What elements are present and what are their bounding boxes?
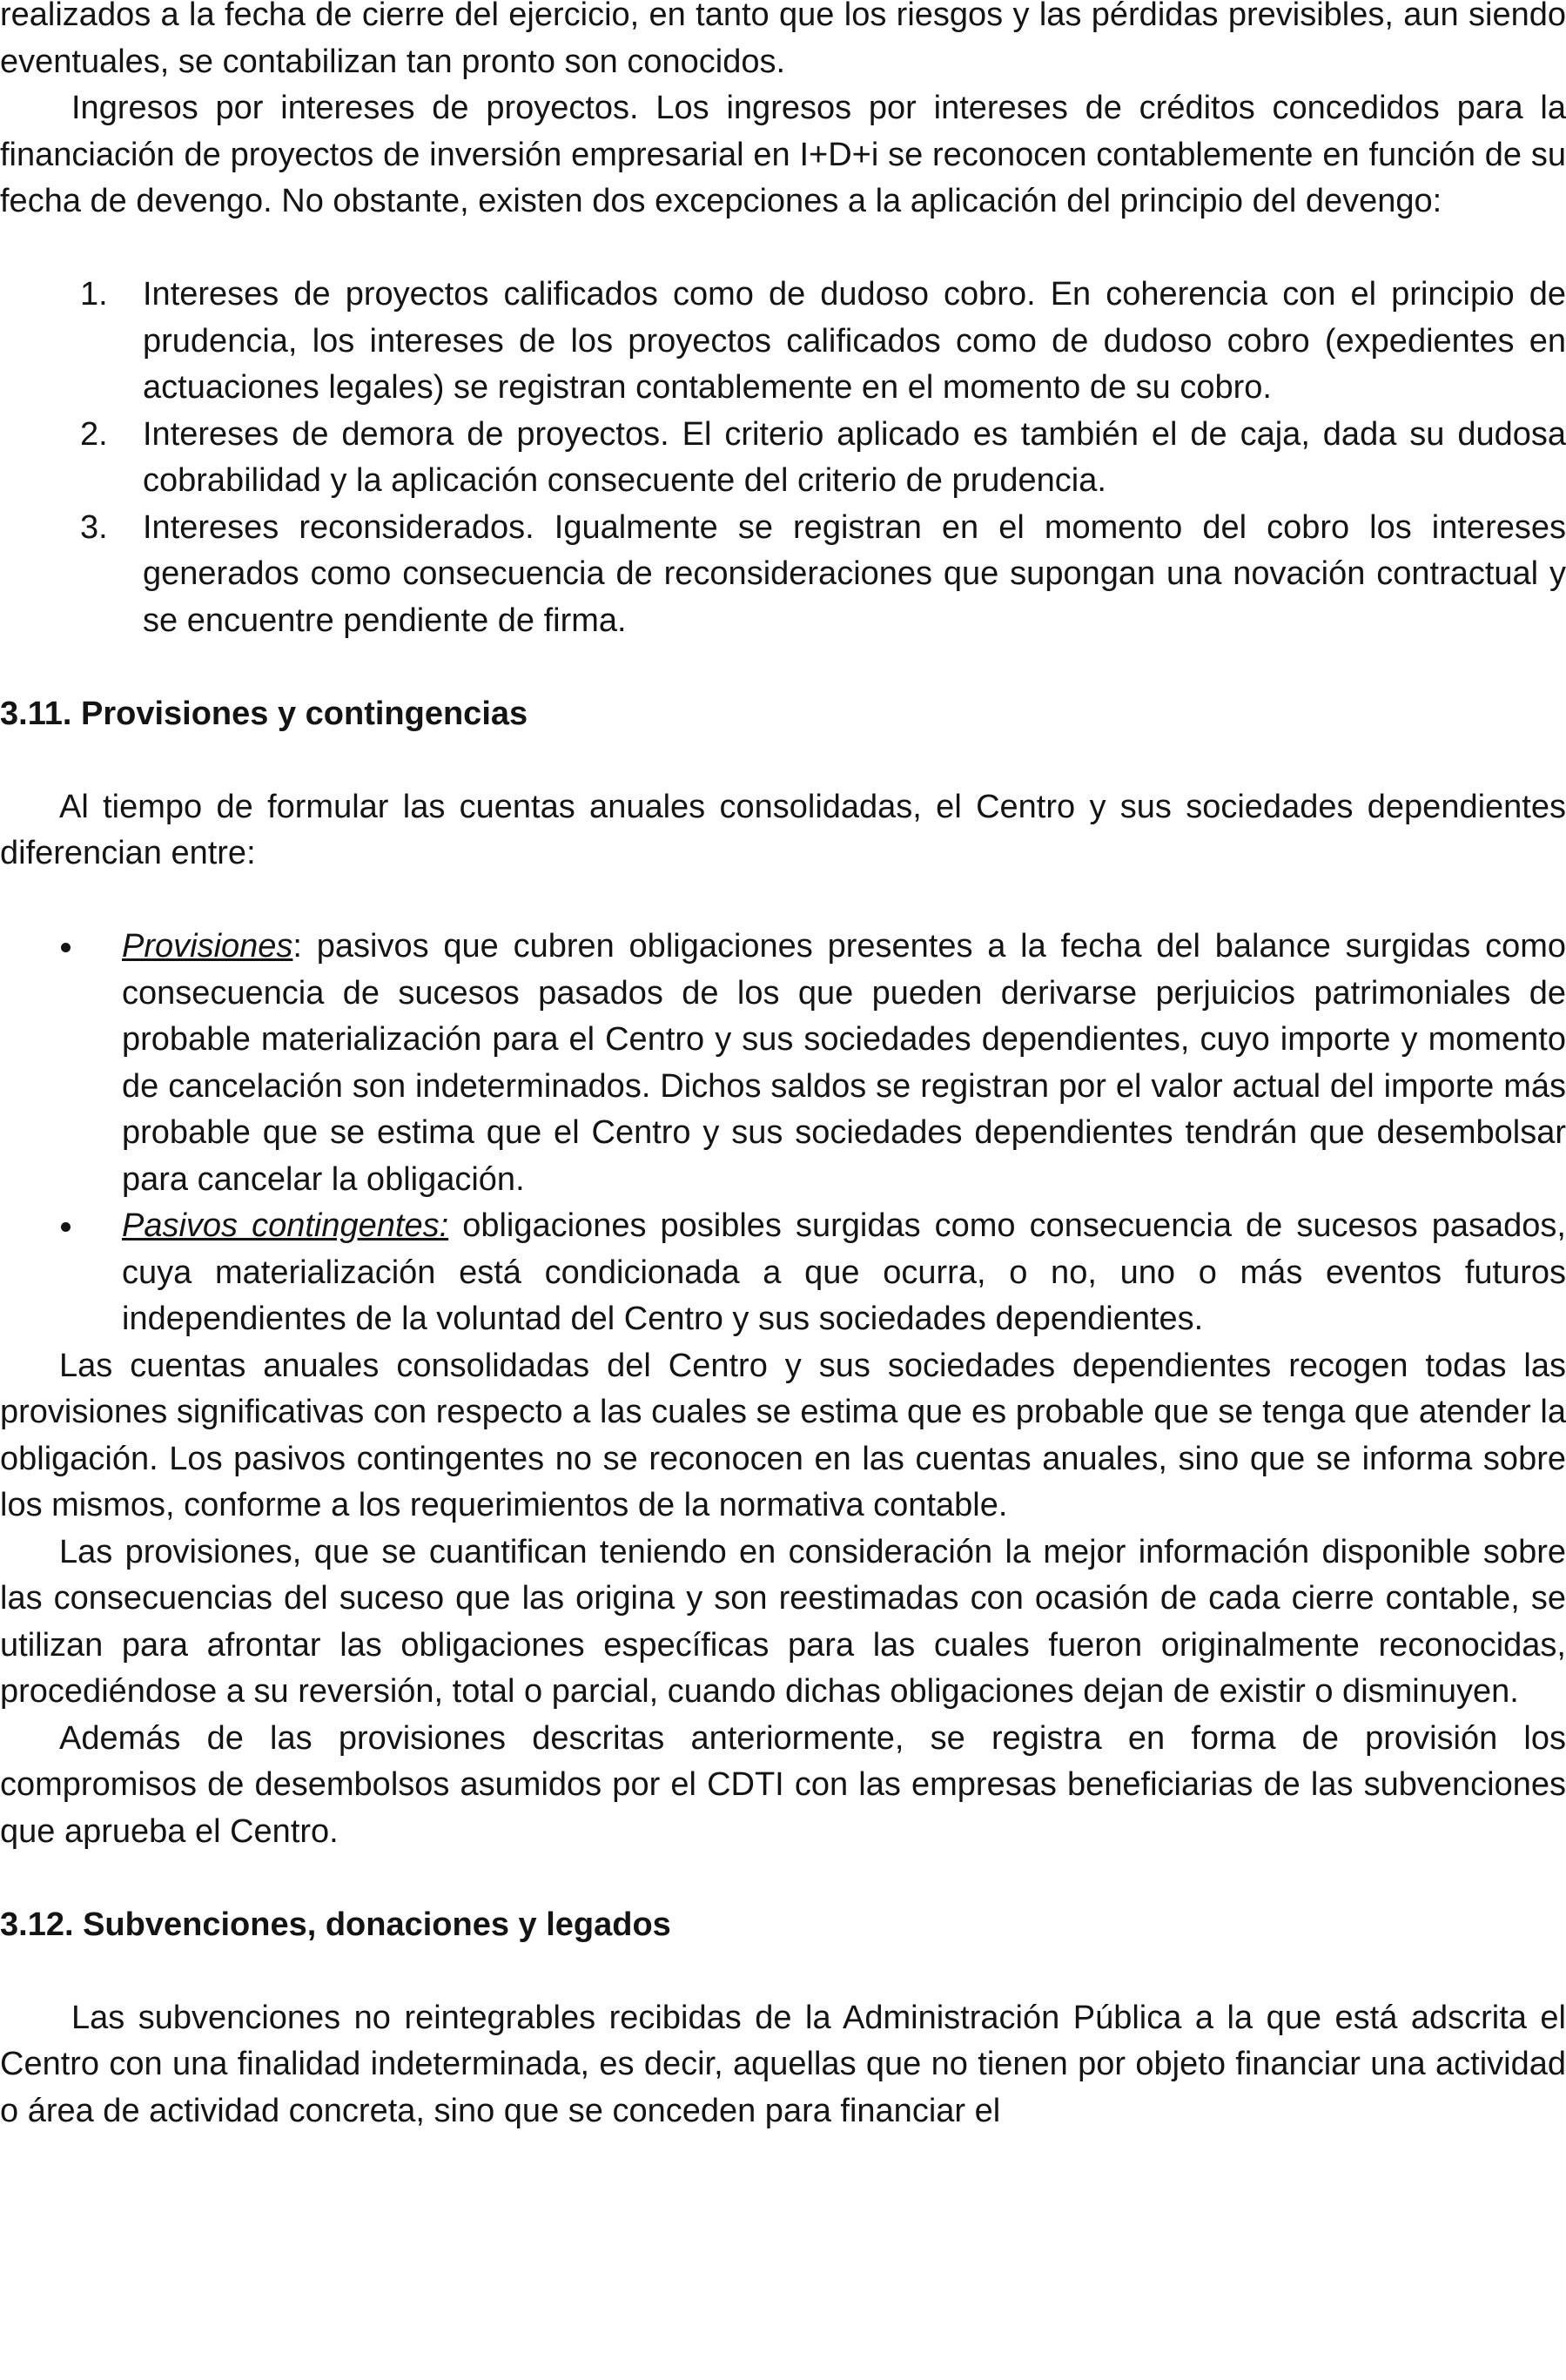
paragraph-intro-continuation: realizados a la fecha de cierre del ejercicio, en tanto que los riesgos y las pérdidas previsibles, aun siendo eventuales, se contabilizan tan pronto son conocidos.	[0, 0, 1566, 80]
paragraph-interest-income: Ingresos por intereses de proyectos. Los ingresos por intereses de créditos concedidos para la financiación de proyectos de inversión empresarial en I+D+i se reconocen contablemente en función de su fecha de devengo. No obstante, existen dos excepciones a la aplicación del principio del devengo:	[0, 90, 1566, 219]
spacer	[0, 1855, 1566, 1902]
spacer	[0, 1948, 1566, 1995]
list-item	[0, 272, 1566, 412]
spacer	[0, 737, 1566, 784]
bullet-icon	[61, 1222, 71, 1232]
section-heading-provisions: 3.11. Provisiones y contingencias	[0, 695, 528, 732]
list-number: 2.	[80, 415, 108, 453]
list-item	[0, 505, 1566, 645]
term-pasivos-contingentes: Pasivos contingentes:	[122, 1207, 449, 1244]
list-item-text: Intereses de proyectos calificados como de dudoso cobro. En coherencia con el principio de prudencia, los intereses de los proyectos calificados como de dudoso cobro (expedientes en actuaciones legales) se registran contablemente en el momento de su cobro.	[143, 276, 1566, 406]
spacer	[0, 877, 1566, 924]
exceptions-list	[0, 272, 1566, 644]
term-provisiones: Provisiones	[122, 928, 293, 965]
list-item-text: Intereses reconsiderados. Igualmente se registran en el momento del cobro los intereses generados como consecuencia de reconsideraciones que supongan una novación contractual y se encuentre pendiente de firma.	[143, 508, 1566, 639]
bullet-icon	[61, 943, 71, 952]
spacer	[0, 225, 1566, 272]
list-number: 1.	[80, 276, 108, 313]
list-item	[0, 412, 1566, 505]
list-item-text: Intereses de demora de proyectos. El criterio aplicado es también el de caja, dada su dudosa cobrabilidad y la aplicación consecuente del criterio de prudencia.	[143, 415, 1566, 499]
paragraph-subsidies: Las subvenciones no reintegrables recibidas de la Administración Pública a la que está adscrita el Centro con una finalidad indeterminada, es decir, aquellas que no tienen por objeto financiar una actividad o área de actividad concreta, sino que se conceden para financiar el	[0, 1999, 1566, 2129]
section-heading-subsidies: 3.12. Subvenciones, donaciones y legados	[0, 1906, 671, 1943]
list-item	[0, 924, 1566, 1203]
spacer	[0, 644, 1566, 691]
provisions-bullet-list	[0, 924, 1566, 1343]
paragraph-provisions-quantified: Las provisiones, que se cuantifican teniendo en consideración la mejor información disponible sobre las consecuencias del suceso que las origina y son reestimadas con ocasión de cada cierre contable, se utilizan para afrontar las obligaciones específicas para las cuales fueron originalmente reconocidas, procediéndose a su reversión, total o parcial, cuando dichas obligaciones dejan de existir o disminuyen.	[0, 1533, 1566, 1710]
paragraph-additional-provisions: Además de las provisiones descritas anteriormente, se registra en forma de provisión los compromisos de desembolsos asumidos por el CDTI con las empresas beneficiarias de las subvenciones que aprueba el Centro.	[0, 1719, 1566, 1850]
list-number: 3.	[80, 508, 108, 546]
list-item-text: : pasivos que cubren obligaciones presentes a la fecha del balance surgidas como consecuencia de sucesos pasados de los que pueden derivarse perjuicios patrimoniales de probable materialización para el Centro y sus sociedades dependientes, cuyo importe y momento de cancelación son indeterminados. Dichos saldos se registran por el valor actual del importe más probable que se estima que el Centro y sus sociedades dependientes tendrán que desembolsar para cancelar la obligación.	[122, 928, 1566, 1198]
paragraph-provisions-intro: Al tiempo de formular las cuentas anuales consolidadas, el Centro y sus sociedades dependientes diferencian entre:	[0, 788, 1566, 871]
list-item-text: obligaciones posibles surgidas como consecuencia de sucesos pasados, cuya materialización está condicionada a que ocurra, o no, uno o más eventos futuros independientes de la voluntad del Centro y sus sociedades dependientes.	[122, 1207, 1566, 1337]
paragraph-annual-accounts: Las cuentas anuales consolidadas del Centro y sus sociedades dependientes recogen todas las provisiones significativas con respecto a las cuales se estima que es probable que se tenga que atender la obligación. Los pasivos contingentes no se reconocen en las cuentas anuales, sino que se informa sobre los mismos, conforme a los requerimientos de la normativa contable.	[0, 1347, 1566, 1523]
list-item	[0, 1203, 1566, 1343]
